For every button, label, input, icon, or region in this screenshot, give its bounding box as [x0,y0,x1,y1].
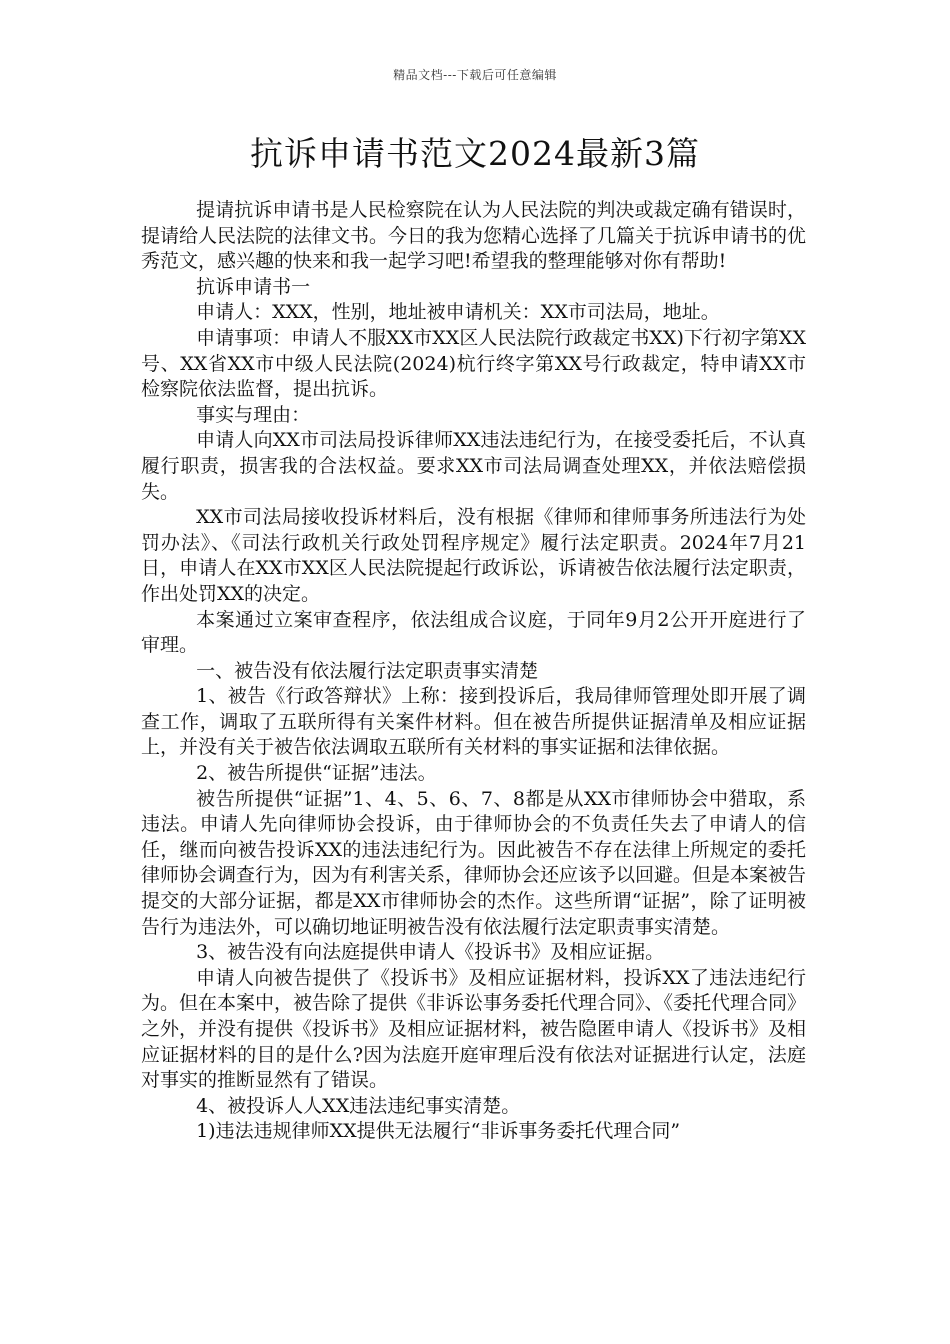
page-header: 精品文档---下载后可任意编辑 [393,68,557,82]
paragraph: 申请人向被告提供了《投诉书》及相应证据材料，投诉XX了违法违纪行为。但在本案中，被告除了提供《非诉讼事务委托代理合同》、《委托代理合同》之外，并没有提供《投诉书》及相应证据材料，被告隐匿申请人《投诉书》及相应证据材料的目的是什么?因为法庭开庭审理后没有依法对证据进行认定，法庭对事实的推断显然有了错误。 [141,966,807,1092]
paragraph: 提请抗诉申请书是人民检察院在认为人民法院的判决或裁定确有错误时，提请给人民法院的法律文书。今日的我为您精心选择了几篇关于抗诉申请书的优秀范文，感兴趣的快来和我一起学习吧!希望我的整理能够对你有帮助! [141,199,807,273]
paragraph: 申请事项：申请人不服XX市XX区人民法院行政裁定书XX)下行初字第XX号、XX省XX市中级人民法院(2024)杭行终字第XX号行政裁定，特申请XX市检察院依法监督，提出抗诉。 [141,326,806,401]
paragraph: 1、被告《行政答辩状》上称：接到投诉后，我局律师管理处即开展了调查工作，调取了五联所得有关案件材料。但在被告所提供证据清单及相应证据上，并没有关于被告依法调取五联所有关材料的事实证据和法律依据。 [141,685,806,759]
document-body [141,198,806,1145]
paragraph: 2、被告所提供“证据”违法。 [196,762,437,785]
paragraph: 1)违法违规律师XX提供无法履行“非诉事务委托代理合同” [196,1120,681,1143]
paragraph: 申请人向XX市司法局投诉律师XX违法违纪行为，在接受委托后，不认真履行职责，损害我的合法权益。要求XX市司法局调查处理XX，并依法赔偿损失。 [141,429,806,503]
paragraph: 3、被告没有向法庭提供申请人《投诉书》及相应证据。 [196,941,665,964]
paragraph: 4、被投诉人人XX违法违纪事实清楚。 [196,1094,521,1117]
paragraph: 申请人：XXX，性别，地址被申请机关：XX市司法局，地址。 [196,301,720,324]
paragraph: 被告所提供“证据”1、4、5、6、7、8都是从XX市律师协会中猎取，系违法。申请人先向律师协会投诉，由于律师协会的不负责任失去了申请人的信任，继而向被告投诉XX的违法违纪行为。因此被告不存在法律上所规定的委托律师协会调查行为，因为有利害关系，律师协会还应该予以回避。但是本案被告提交的大部分证据，都是XX市律师协会的杰作。这些所谓“证据”，除了证明被告行为违法外，可以确切地证明被告没有依法履行法定职责事实清楚。 [141,787,807,938]
paragraph: XX市司法局接收投诉材料后，没有根据《律师和律师事务所违法行为处罚办法》、《司法行政机关行政处罚程序规定》履行法定职责。2024年7月21日，申请人在XX市XX区人民法院提起行政诉讼，诉请被告依法履行法定职责，作出处罚XX的决定。 [141,506,806,605]
paragraph: 事实与理由： [196,403,311,426]
document-title: 抗诉申请书范文2024最新3篇 [250,134,700,173]
paragraph: 抗诉申请书一 [196,275,311,298]
paragraph: 一、被告没有依法履行法定职责事实清楚 [196,659,539,682]
paragraph: 本案通过立案审查程序，依法组成合议庭，于同年9月2公开开庭进行了审理。 [141,608,806,657]
